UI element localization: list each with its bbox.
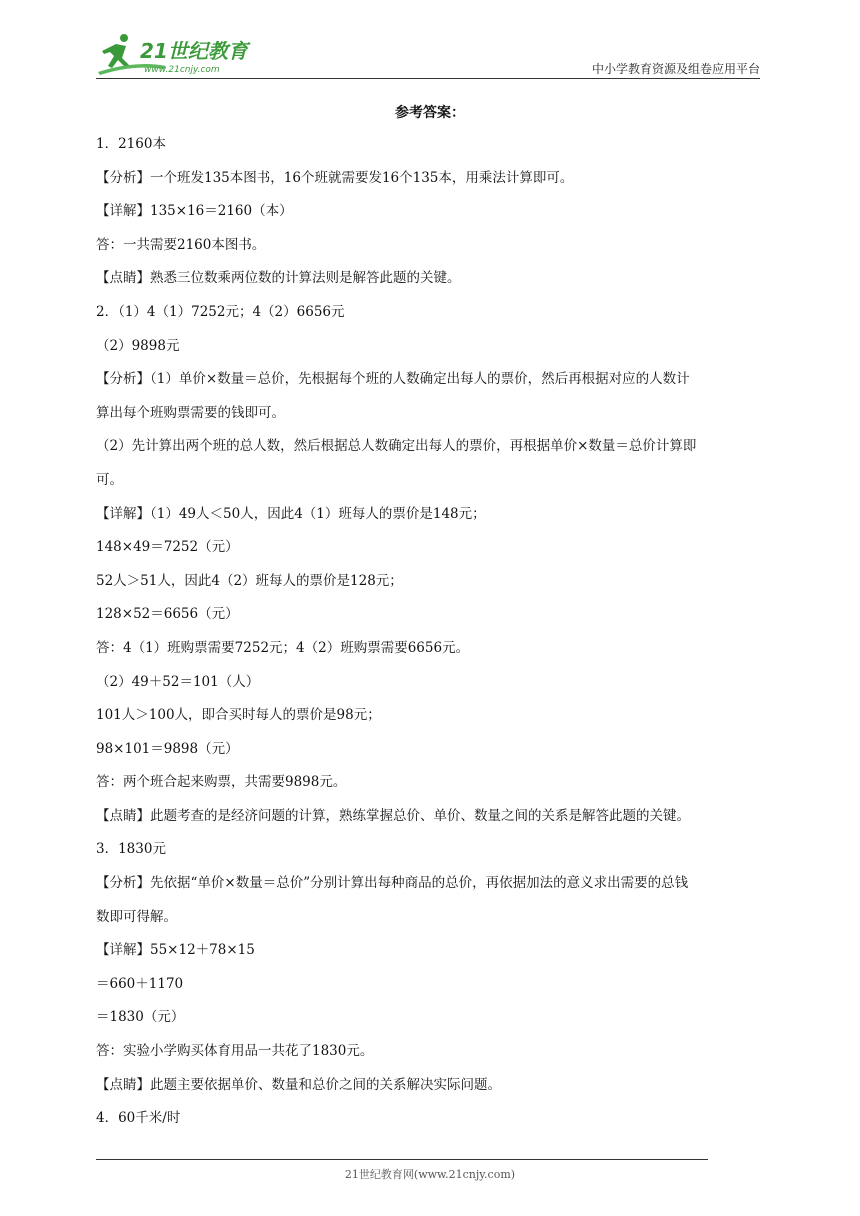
text-line: ＝660＋1170 [96, 975, 184, 992]
text-line: 101人＞100人，即合买时每人的票价是98元； [96, 707, 381, 724]
page-footer: 21世纪教育网(www.21cnjy.com) [344, 1168, 516, 1181]
text-line: （2）49＋52＝101（人） [96, 673, 260, 690]
text-line: 3．1830元 [96, 841, 166, 858]
footer-divider [96, 1159, 708, 1160]
logo [96, 30, 266, 78]
text-line: 4．60千米/时 [96, 1110, 181, 1127]
text-line: 答：两个班合起来购票，共需要9898元。 [96, 774, 347, 791]
text-line: ＝1830（元） [96, 1009, 185, 1026]
answer-content [96, 128, 764, 1136]
text-line: 可。 [96, 471, 123, 488]
text-line: 答：一共需要2160本图书。 [96, 236, 266, 253]
text-line: 【分析】一个班发135本图书，16个班就需要发16个135本，用乘法计算即可。 [96, 169, 574, 186]
text-line: 【详解】55×12＋78×15 [96, 942, 255, 959]
logo-text: 21世纪教育 [140, 39, 248, 63]
text-line: 答：实验小学购买体育用品一共花了1830元。 [96, 1043, 374, 1060]
text-line: 1．2160本 [96, 136, 166, 152]
text-line: 【点睛】此题考查的是经济问题的计算，熟练掌握总价、单价、数量之间的关系是解答此题的关键。 [96, 807, 690, 824]
text-line: 【详解】135×16＝2160（本） [96, 203, 293, 220]
text-line: 答：4（1）班购票需要7252元；4（2）班购票需要6656元。 [96, 639, 470, 656]
platform-name: 中小学教育资源及组卷应用平台 [591, 62, 760, 76]
text-line: 算出每个班购票需要的钱即可。 [96, 404, 285, 421]
text-line: （2）9898元 [96, 337, 180, 354]
page-header [96, 30, 760, 78]
text-line: 【点睛】熟悉三位数乘两位数的计算法则是解答此题的关键。 [96, 270, 461, 287]
text-line: 【分析】（1）单价×数量＝总价，先根据每个班的人数确定出每人的票价，然后再根据对应的人数计 [96, 371, 690, 388]
text-line: （2）先计算出两个班的总人数，然后根据总人数确定出每人的票价，再根据单价×数量＝总价计算即 [96, 438, 697, 455]
text-line: 【点睛】此题主要依据单价、数量和总价之间的关系解决实际问题。 [96, 1076, 501, 1093]
text-line: 2．（1）4（1）7252元；4（2）6656元 [96, 303, 345, 320]
text-line: 148×49＝7252（元） [96, 539, 239, 556]
text-line: 128×52＝6656（元） [96, 606, 239, 623]
page-title: 参考答案： [395, 105, 465, 121]
logo-url: www.21cnjy.com [144, 65, 220, 75]
text-line: 数即可得解。 [96, 908, 177, 925]
text-line: 52人＞51人，因此4（2）班每人的票价是128元； [96, 572, 403, 589]
text-line: 【详解】（1）49人＜50人，因此4（1）班每人的票价是148元； [96, 505, 486, 522]
header-divider [96, 78, 760, 79]
text-line: 98×101＝9898（元） [96, 740, 239, 757]
text-line: 【分析】先依据“单价×数量＝总价”分别计算出每种商品的总价，再依据加法的意义求出需要的总钱 [96, 875, 689, 892]
